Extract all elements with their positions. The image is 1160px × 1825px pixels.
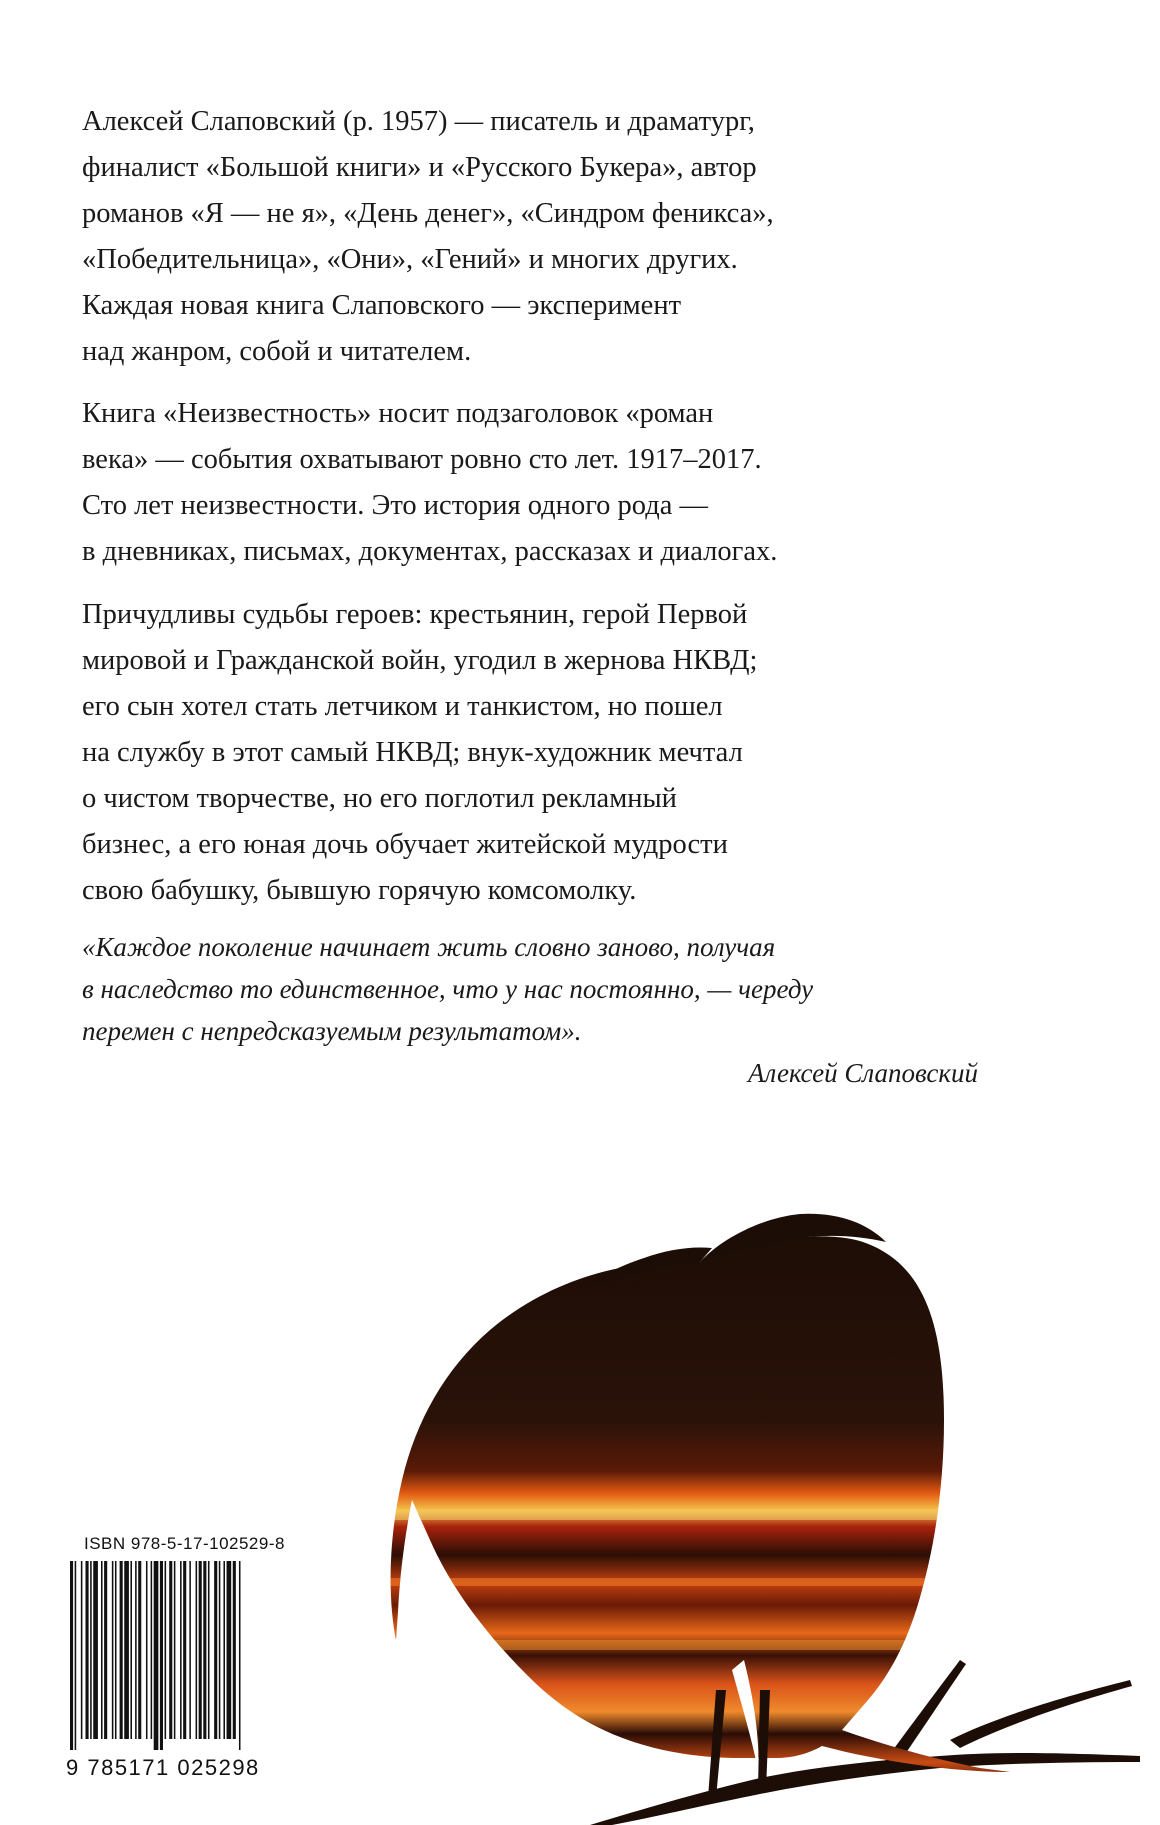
heroes-line: мировой и Гражданской войн, угодил в жернова НКВД; — [82, 645, 758, 676]
barcode-bar — [130, 1561, 132, 1739]
barcode-bar — [233, 1561, 236, 1739]
barcode-bar — [138, 1561, 141, 1739]
barcode-bar — [203, 1561, 206, 1739]
barcode-bar — [196, 1561, 198, 1739]
barcode-bar — [93, 1561, 98, 1739]
about-line: Книга «Неизвестность» носит подзаголовок «роман — [82, 398, 714, 429]
barcode-bar — [120, 1561, 123, 1739]
barcode-bar — [214, 1561, 217, 1739]
barcode-bar — [169, 1561, 172, 1739]
barcode-bar — [101, 1561, 103, 1739]
bio-line: романов «Я — не я», «День денег», «Синдром феникса», — [82, 198, 774, 229]
barcode-bar — [146, 1561, 148, 1739]
barcode-bar — [183, 1561, 186, 1739]
barcode-bar — [81, 1561, 83, 1739]
twig — [950, 1680, 1132, 1748]
barcode-bar — [223, 1561, 225, 1739]
bio-line: финалист «Большой книги» и «Русского Букера», автор — [82, 152, 757, 183]
barcode-bar — [151, 1561, 153, 1739]
barcode-bar — [219, 1561, 221, 1739]
bio-line: Каждая новая книга Слаповского — эксперимент — [82, 290, 682, 321]
quote-line: «Каждое поколение начинает жить словно заново, получая — [82, 932, 776, 962]
bio-line: «Победительница», «Они», «Гений» и многих других. — [82, 244, 738, 275]
barcode-bar — [112, 1561, 114, 1739]
quote-author: Алексей Слаповский — [748, 1058, 978, 1088]
branch — [590, 1753, 1140, 1825]
barcode-bar — [227, 1561, 232, 1739]
barcode-bar — [135, 1561, 137, 1739]
heroes-line: Причудливы судьбы героев: крестьянин, герой Первой — [82, 599, 748, 630]
barcode-bar — [104, 1561, 107, 1739]
barcode-bar — [189, 1561, 191, 1739]
about-line: в дневниках, письмах, документах, рассказах и диалогах. — [82, 536, 778, 567]
heroes-line: свою бабушку, бывшую горячую комсомолку. — [82, 875, 637, 906]
barcode-bar — [86, 1561, 89, 1739]
quote-line: в наследство то единственное, что у нас постоянно, — череду — [82, 974, 814, 1004]
bio-line: над жанром, собой и читателем. — [82, 336, 472, 367]
barcode-bar — [208, 1561, 210, 1739]
about-line: века» — события охватывают ровно сто лет. 1917–2017. — [82, 444, 762, 475]
about-line: Сто лет неизвестности. Это история одного рода — — [82, 490, 708, 521]
barcode-bar — [180, 1561, 182, 1739]
barcode-bar — [90, 1561, 92, 1739]
barcode-bar — [199, 1561, 202, 1739]
barcode-bar — [124, 1561, 129, 1739]
barcode-bar — [239, 1561, 241, 1750]
barcode-bar — [115, 1561, 117, 1739]
barcode-bar — [75, 1561, 77, 1750]
heroes-line: на службу в этот самый НКВД; внук-художник мечтал — [82, 737, 743, 768]
barcode-bar — [174, 1561, 176, 1739]
barcode-bar — [154, 1561, 159, 1750]
barcode-bar — [70, 1561, 73, 1750]
heroes-line: бизнес, а его юная дочь обучает житейской мудрости — [82, 829, 728, 860]
barcode-bar — [160, 1561, 163, 1750]
barcode — [66, 1561, 288, 1750]
quote-line: перемен с непредсказуемым результатом». — [82, 1016, 582, 1046]
barcode-bar — [165, 1561, 167, 1739]
barcode-digits: 9 785171 025298 — [66, 1755, 260, 1780]
isbn-label: ISBN 978-5-17-102529-8 — [84, 1534, 285, 1553]
heroes-line: его сын хотел стать летчиком и танкистом, но пошел — [82, 691, 723, 722]
heroes-line: о чистом творчестве, но его поглотил рекламный — [82, 783, 677, 814]
bio-line: Алексей Слаповский (р. 1957) — писатель и драматург, — [82, 106, 755, 137]
